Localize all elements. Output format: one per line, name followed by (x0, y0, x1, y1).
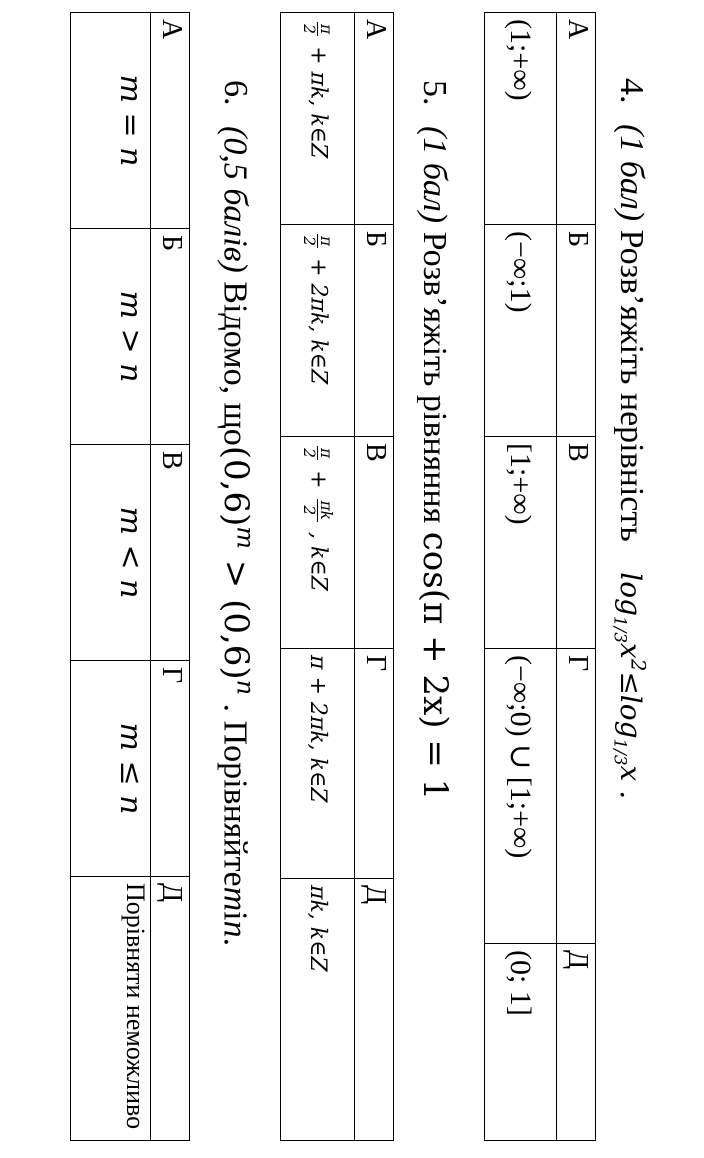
option-header-b: Б (151, 229, 190, 445)
option-value-d[interactable]: m ≤ n (71, 661, 151, 877)
option-header-c: В (151, 445, 190, 661)
question-number: 6. (216, 80, 254, 106)
question-4 (612, 78, 648, 799)
option-value-a[interactable]: π 2 + πk, k∈Z (281, 13, 355, 225)
option-header-c: В (557, 437, 596, 649)
option-header-e: Д (355, 879, 394, 1141)
option-value-d[interactable]: (−∞;0) ∪ [1;+∞) (485, 649, 557, 944)
option-header-e: Д (151, 877, 190, 1141)
option-value-e[interactable]: (0; 1] (485, 944, 557, 1141)
question-text: Розв’яжіть рівняння (416, 231, 453, 524)
option-header-b: Б (557, 225, 596, 437)
question-text: Відомо, що (216, 281, 254, 446)
option-value-b[interactable]: m > n (71, 229, 151, 445)
option-value-c[interactable]: m < n (71, 445, 151, 661)
option-header-a: А (557, 13, 596, 225)
question-formula: $\log_{1/3}x^2\le\log_{1/3}x$ . (610, 572, 650, 800)
option-value-a[interactable]: (1;+∞) (485, 13, 557, 225)
question-number: 4. (613, 78, 650, 104)
question-number: 5. (416, 80, 453, 106)
option-header-a: А (151, 13, 190, 229)
question-formula: $(0,6)^m > (0,6)^n$ (215, 445, 259, 696)
option-header-c: В (355, 437, 394, 649)
question-points: (0,5 балів) (216, 126, 254, 273)
question-formula: cos(π + 2x) = 1 (415, 531, 455, 801)
option-value-b[interactable]: (−∞;1) (485, 225, 557, 437)
option-header-d: Г (557, 649, 596, 944)
option-header-e: Д (557, 944, 596, 1141)
option-value-a[interactable]: m = n (71, 13, 151, 229)
question-points: (1 бал) (613, 124, 650, 222)
answer-table-q4 (484, 12, 596, 1141)
option-value-b[interactable]: π 2 + 2πk, k∈Z (281, 225, 355, 437)
option-value-e[interactable]: πk, k∈Z (281, 879, 355, 1141)
question-5 (415, 80, 455, 801)
option-value-c[interactable]: π 2 + πk 2 , k∈Z (281, 437, 355, 649)
option-header-b: Б (355, 225, 394, 437)
option-header-d: Г (151, 661, 190, 877)
option-value-e[interactable]: Порівняти неможливо (71, 877, 151, 1141)
question-text: Розв’яжіть нерівність (613, 229, 650, 542)
answer-table-q5 (280, 12, 394, 1141)
question-6: 6. (0,5 балів) Відомо, $що(0,6)^m > (0,6)^n$ . Порівняйтеmіn. (215, 80, 259, 947)
option-header-a: А (355, 13, 394, 225)
option-value-c[interactable]: [1;+∞) (485, 437, 557, 649)
question-points: (1 бал) (416, 126, 453, 224)
answer-table-q6 (70, 12, 190, 1141)
option-header-d: Г (355, 649, 394, 879)
option-value-d[interactable]: π + 2πk, k∈Z (281, 649, 355, 879)
